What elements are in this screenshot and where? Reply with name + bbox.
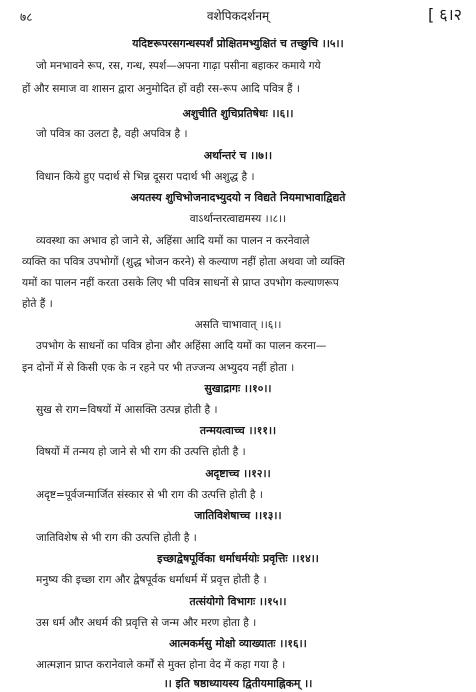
sutra-line: ।। इति षष्ठाध्यायस्य द्वितीयमाह्निकम् ।। [163,677,313,690]
sutra-line: तन्मयत्वाच्च ।।११।। [199,424,277,437]
chapter-mark: [ ६।२ [427,5,462,24]
text-line: उपभोग के साधनों का पवित्र होना और अहिंसा आदि यमों का पालन करना— [36,340,327,352]
sutra-line: आत्मकर्मसु मोक्षो व्याख्यातः ।।१६।। [169,637,307,650]
text-line: इन दोनों में से किसी एक के न रहने पर भी तज्जन्य अभ्युदय नहीं होता । [22,362,295,374]
text-line: व्यक्ति का पवित्र उपभोगों (शुद्ध भोजन करने) से कल्याण नहीं होता अथवा जो व्यक्ति [22,256,345,268]
text-line: विधान किये हुए पदार्थ से भिन्न दूसरा पदार्थ भी अशुद्ध है । [36,171,255,183]
sutra-line: अयतस्य शुचिभोजनादभ्युदयो न विद्यते नियमाभावाद्विद्यते [130,191,346,204]
text-line: जो पवित्र का उलटा है, वही अपवित्र है । [36,128,188,140]
text-line: उस धर्म और अधर्म की प्रवृत्ति से जन्म और मरण होता है । [36,617,257,629]
text-line: जातिविशेष से भी राग की उत्पत्ति होती है । [36,532,197,544]
page-number: ७८ [20,10,33,24]
text-line: यमों का पालन नहीं करता उसके लिए भी पवित्र साधनों से प्राप्त उपभोग कल्याणरूप [22,277,339,289]
text-line: व्यवस्था का अभाव हो जाने से, अहिंसा आदि यमों का पालन न करनेवाले [36,235,310,247]
text-line: वाऽर्थान्तरत्वाद्यमस्य ।।८।। [189,213,287,225]
sutra-line: अर्थान्तरं च ।।७।। [203,149,273,162]
text-line: होते हैं । [22,298,53,310]
text-line: हों और समाज वा शासन द्वारा अनुमोदित हों वही रस-रूप आदि पवित्र हैं । [22,83,300,95]
sutra-line: यदिष्टरूपरसगन्धस्पर्शं प्रोक्षितमभ्युक्षितं च तच्छुचि ।।५।। [132,37,344,50]
text-line: असति चाभावात् ।।६।। [194,319,282,331]
sutra-line: अशुचीति शुचिप्रतिषेधः ।।६।। [182,107,294,120]
text-line: विषयों में तन्मय हो जाने से भी राग की उत्पत्ति होती है । [36,446,246,458]
text-line: आत्मज्ञान प्राप्त करानेवाले कर्मों से मुक्त होना वेद में कहा गया है । [36,659,286,671]
text-line: सुख से राग=विषयों में आसक्ति उत्पन्न होती है । [36,404,218,416]
sutra-line: इच्छाद्वेषपूर्विका धर्माधर्मयोः प्रवृत्तिः ।।१४।। [157,552,319,565]
text-line: अदृष्ट=पूर्वजन्मार्जित संस्कार से भी राग की उत्पत्ति होती है । [36,489,263,501]
running-title: वशेपिकदर्शनम् [206,9,270,23]
sutra-line: सुखाद्रागः ।।१०।। [204,382,272,395]
sutra-line: जातिविशेषाच्च ।।१३।। [194,509,282,522]
sutra-line: अदृष्टाच्च ।।१२।। [205,467,271,480]
text-line: मनुष्य की इच्छा राग और द्वेषपूर्वक धर्माधर्म में प्रवृत्त होती है । [36,574,267,586]
text-line: जो मनभावने रूप, रस, गन्ध, स्पर्श—अपना गाढ़ा पसीना बहाकर कमाये गये [36,60,321,72]
sutra-line: तत्संयोगो विभागः ।।१५।। [189,595,287,608]
